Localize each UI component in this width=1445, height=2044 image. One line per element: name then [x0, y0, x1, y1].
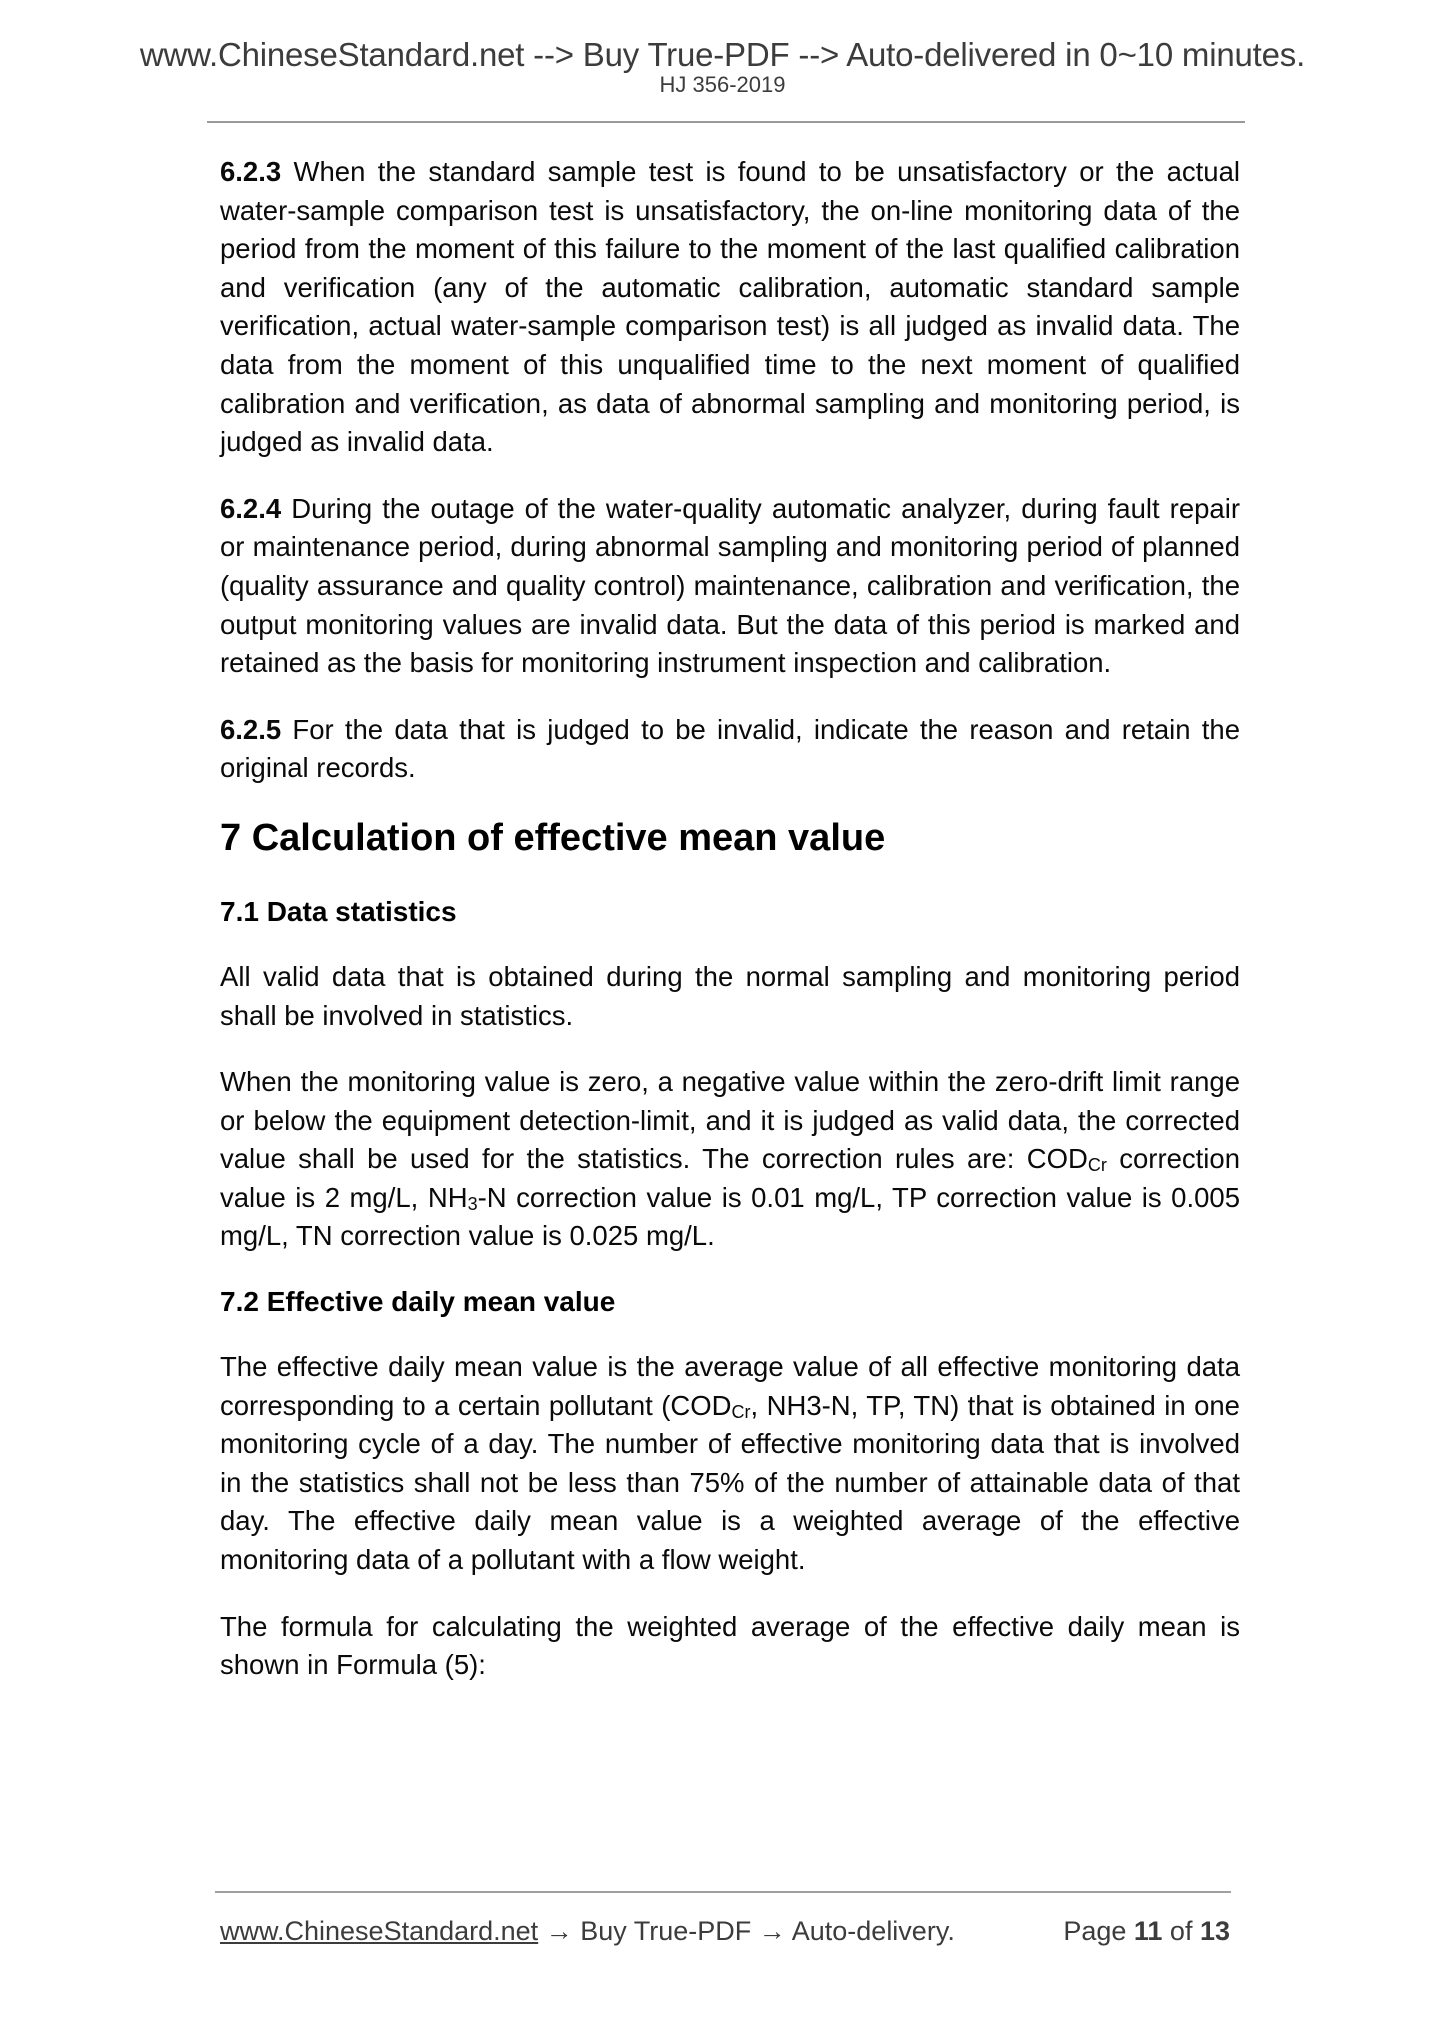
page-number: Page 11 of 13 [1063, 1916, 1230, 1946]
paragraph-daily-mean-definition: The effective daily mean value is the average value of all effective monitoring data corresponding to a certain pollutant ($COD_{Cr}$, NH3-N, TP, TN) that is obtained in one monitoring cycle of a day. The number of effective monitoring data that is involved in the statistics shall not be less than 75% of the number of attainable data of that day. The effective daily mean value is a weighted average of the effective monitoring data of a pollutant with a flow weight. [220, 1351, 1240, 1576]
clause-6-2-5 [220, 711, 1240, 788]
clause-text: When the standard sample test is found to be unsatisfactory or the actual water-sample comparison test is unsatisfactory, the on-line monitoring data of the period from the moment of this failure to the moment of the last qualified calibration and verification (any of the automatic calibration, automatic standard sample verification, actual water-sample comparison test) is all judged as invalid data. The data from the moment of this unqualified time to the next moment of qualified calibration and verification, as data of abnormal sampling and monitoring period, is judged as invalid data. [220, 156, 1240, 458]
clause-number: 6.2.4 [220, 492, 282, 524]
header-banner: www.ChineseStandard.net --> Buy True-PDF --> Auto-delivered in 0~10 minutes. [139, 36, 1306, 73]
total-pages: 13 [1199, 1916, 1230, 1946]
clause-number: 6.2.3 [220, 156, 282, 187]
clause-6-2-4 [220, 490, 1240, 683]
paragraph-correction-rules: When the monitoring value is zero, a negative value within the zero-drift limit range or below the equipment detection-limit, and it is judged as valid data, the corrected value shall be used for the statistics. The correction rules are: $COD_{Cr}$ correction value is 2 mg/L, $NH_3-N$ correction value is 0.01 mg/L, TP correction value is 0.005 mg/L, TN correction value is 0.025 mg/L. [220, 1066, 1240, 1252]
paragraph-formula-intro: The formula for calculating the weighted average of the effective daily mean is shown in Formula (5): [220, 1610, 1240, 1681]
clause-number: 6.2.5 [220, 713, 282, 745]
footer-promo: www.ChineseStandard.net → Buy True-PDF → Auto-delivery. [220, 1916, 955, 1946]
page-footer [220, 1914, 1230, 1948]
footer-divider [215, 1891, 1231, 1893]
header-divider [207, 121, 1245, 123]
clause-text: During the outage of the water-quality automatic analyzer, during fault repair or maintenance period, during abnormal sampling and monitoring period of planned (quality assurance and quality control) maintenance, calibration and verification, the output monitoring values are invalid data. But the data of this period is marked and retained as the basis for monitoring instrument inspection and calibration. [220, 492, 1240, 679]
subsection-heading-7-2: 7.2 Effective daily mean value [220, 1286, 616, 1318]
clause-text: For the data that is judged to be invalid, indicate the reason and retain the original records. [220, 713, 1240, 784]
standard-code: HJ 356-2019 [659, 72, 786, 97]
section-heading-7: 7 Calculation of effective mean value [220, 816, 886, 859]
current-page: 11 [1133, 1916, 1163, 1946]
clause-6-2-3 [220, 153, 1240, 462]
subsection-heading-7-1: 7.1 Data statistics [220, 895, 457, 927]
footer-site-link[interactable]: www.ChineseStandard.net [220, 1916, 539, 1946]
document-body [220, 153, 1240, 1713]
paragraph-valid-data: All valid data that is obtained during the normal sampling and monitoring period shall be involved in statistics. [220, 960, 1240, 1031]
